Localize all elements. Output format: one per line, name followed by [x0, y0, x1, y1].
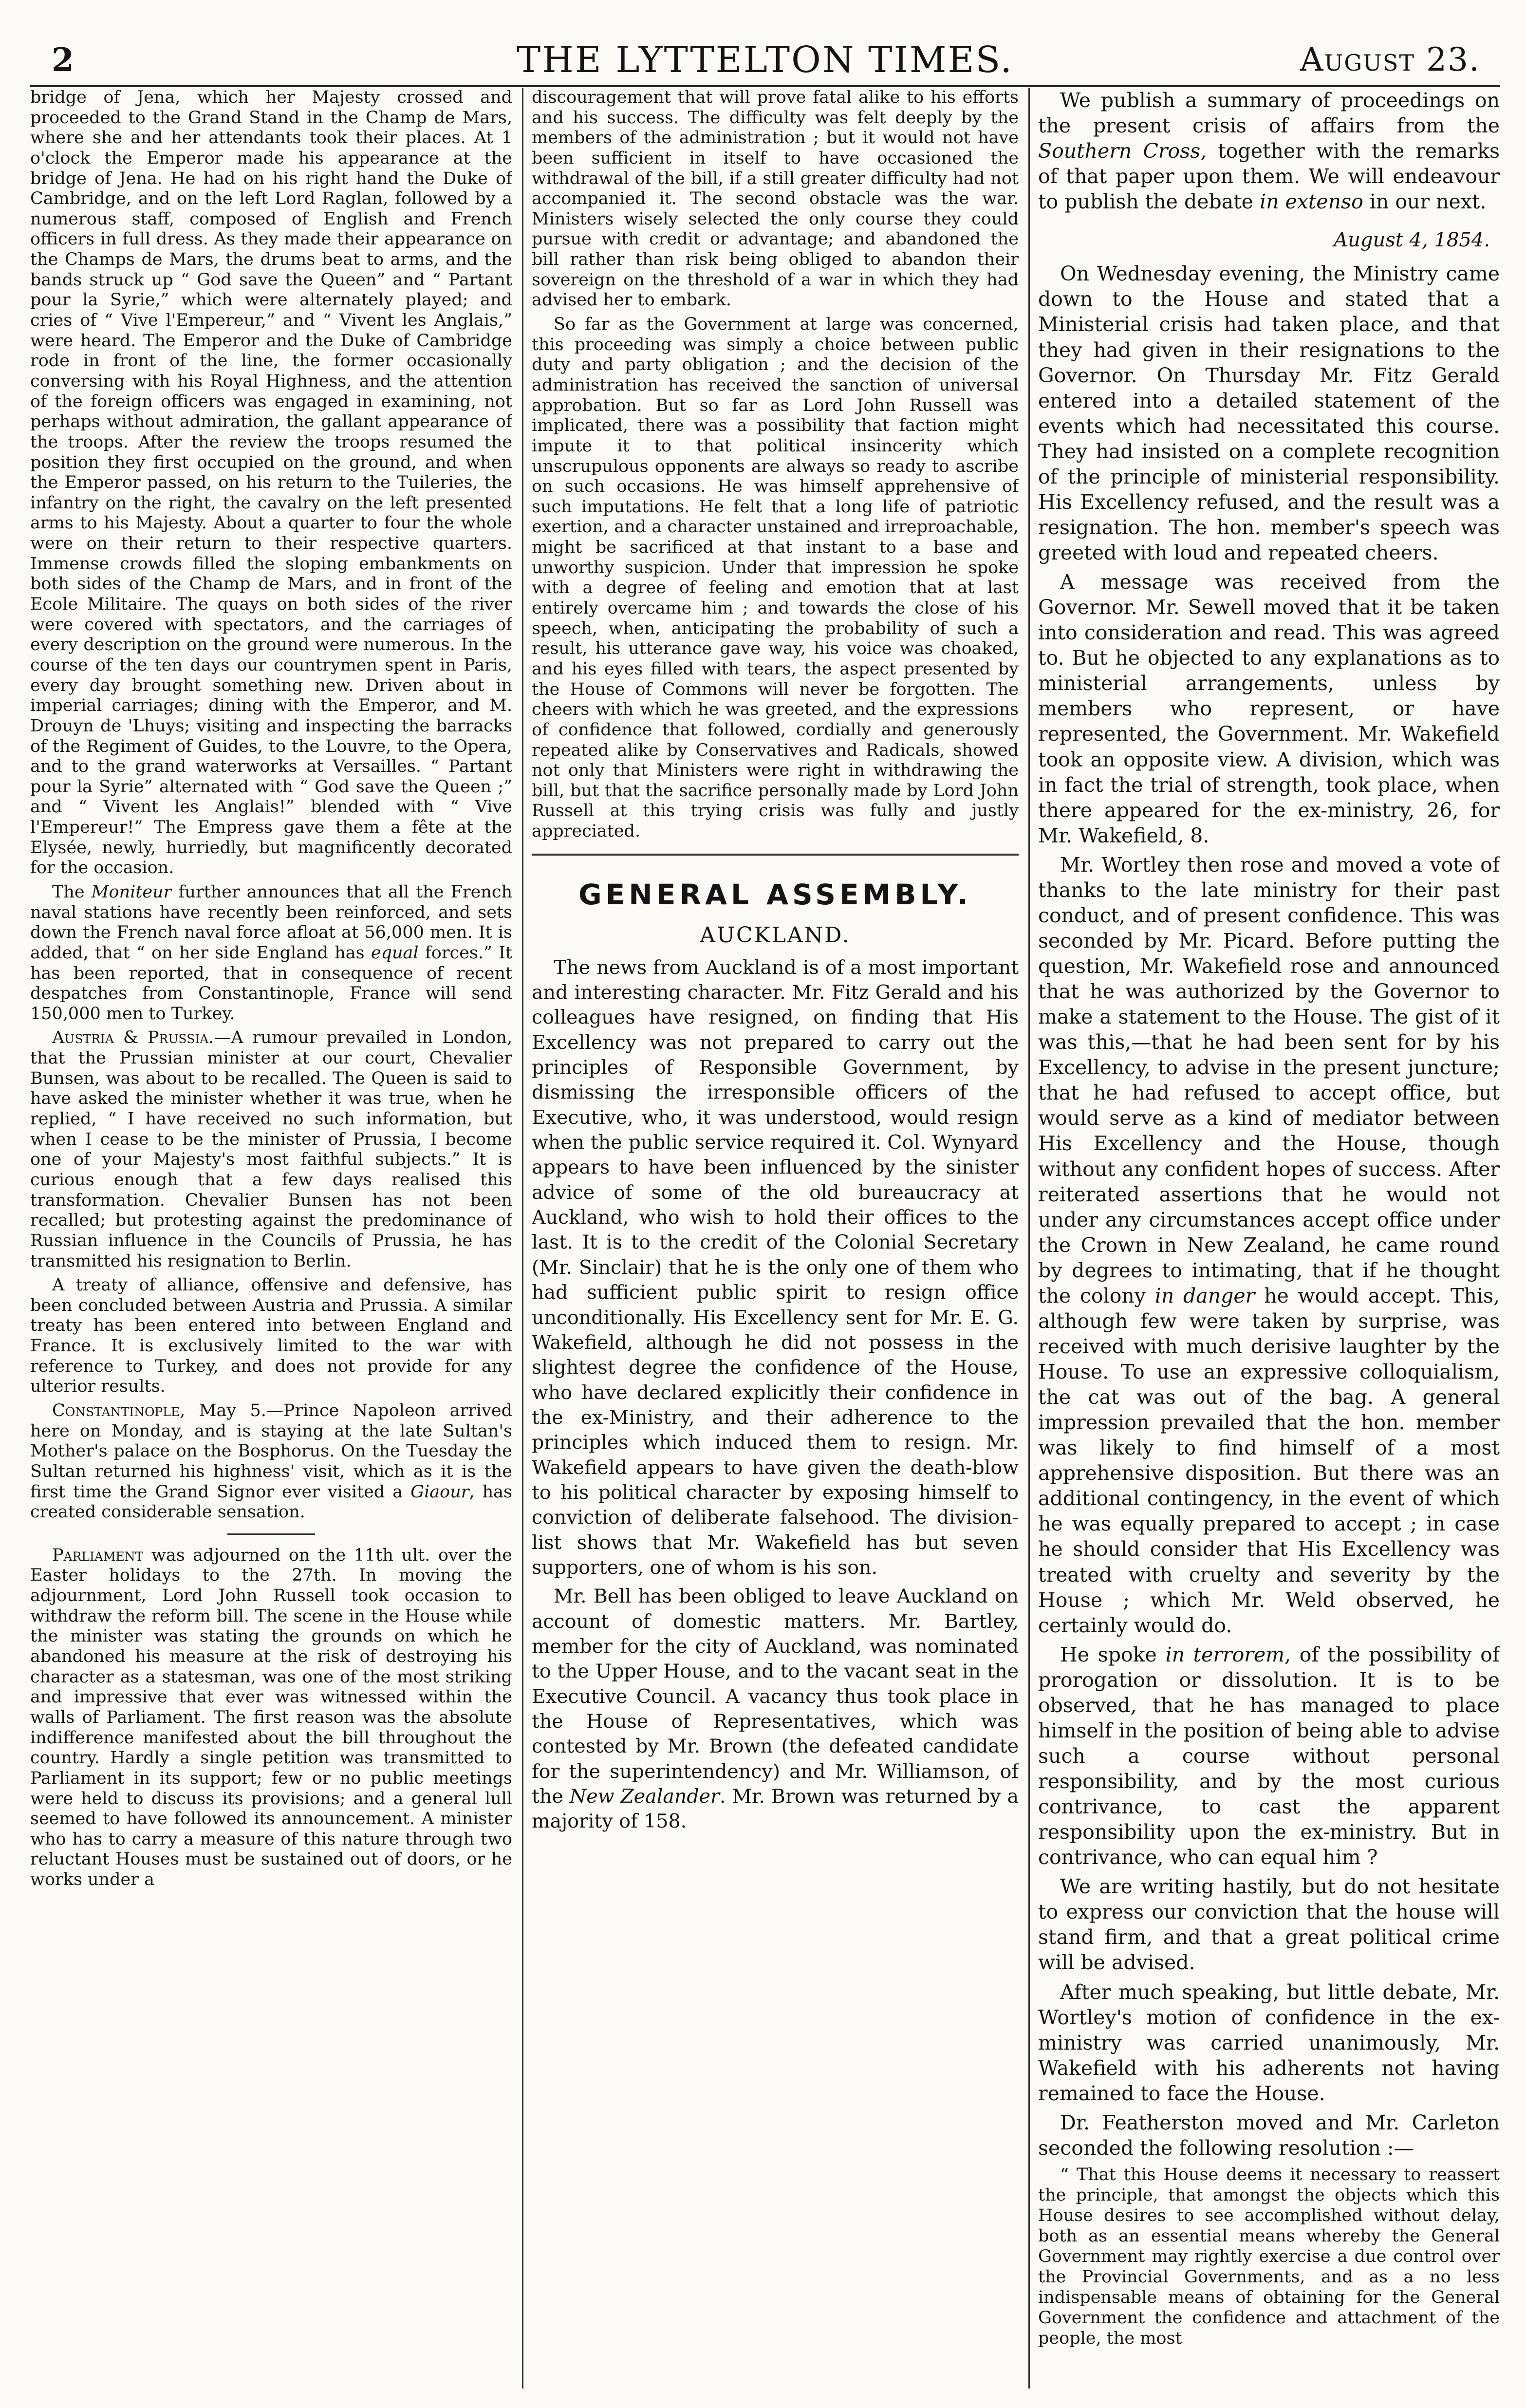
parliament-continued [532, 88, 1019, 842]
paragraph-message: A message was received from the Governor. Mr. Sewell moved that it be taken into consideration and read. This was agreed to. But he objected to any explanations as to ministerial arrangements, unless by members who represent, or have represented, the Government. Mr. Wakefield took an opposite view. A division, which was in fact the trial of strength, took place, when there appeared for the ex-ministry, 26, for Mr. Wakefield, 8. [1038, 570, 1500, 847]
resolution-quote: “ That this House deems it necessary to reassert the principle, that amongst the objects which this House desires to see accomplished without delay, both as an essential means whereby the General Government may rightly exercise a due control over the Provincial Governments, and as a no less indispensable means of obtaining for the General Government the confidence and attachment of the people, the most [1038, 2165, 1500, 2348]
paragraph-constantinople: Constantinople, May 5.—Prince Napoleon arrived here on Monday, and is staying at the late Sultan's Mother's palace on the Bosphorus. On the Tuesday the Sultan returned his highness' visit, which as it is the first time the Grand Signor ever visited a Giaour, has created considerable sensation. [30, 1401, 512, 1522]
paragraph-discouragement: discouragement that will prove fatal alike to his efforts and his success. The difficulty was felt deeply by the members of the administration ; but it would not have been sufficient in itself to have occasioned the withdrawal of the bill, if a still greater difficulty had not accompanied it. The second obstacle was the war. Ministers wisely selected the only course they could pursue with credit or advantage; and abandoned the bill rather than risk being obliged to abandon their sovereign on the threshold of a war in which they had advised her to embark. [532, 88, 1019, 310]
section-separator [227, 1533, 315, 1535]
paragraph-lead: Parliament [52, 1545, 144, 1565]
column-1 [30, 88, 512, 2389]
paragraph-parliament: Parliament was adjourned on the 11th ult. over the Easter holidays to the 27th. In moving the adjournment, Lord John Russell took occasion to withdraw the reform bill. The scene in the House while the minister was stating the grounds on which he abandoned his measure at the risk of destroying his character as a statesman, was one of the most striking and impressive that ever was witnessed within the walls of Parliament. The first reason was the absolute indifference manifested about the bill throughout the country. Hardly a single petition was transmitted to Parliament in its support; few or no public meetings were held to discuss its provisions; and a general lull seemed to have followed its announcement. A minister who has to carry a measure of this nature through two reluctant Houses must be sustained out of doors, or he works under a [30, 1545, 512, 1890]
paragraph-austria-prussia: Austria & Prussia.—A rumour prevailed in London, that the Prussian minister at our court, Chevalier Bunsen, was about to be recalled. The Queen is said to have asked the minister whether it was true, when he replied, “ I have received no such information, but when I cease to be the minister of Prussia, I become one of your Majesty's most faithful subjects.” It is curious enough that a few days realised this transformation. Chevalier Bunsen has not been recalled; but protesting against the predominance of Russian influence in the Councils of Prussia, he has transmitted his resignation to Berlin. [30, 1028, 512, 1271]
column-rule [1028, 88, 1030, 2389]
paragraph-writing-hastily: We are writing hastily, but do not hesitate to express our conviction that the house will stand firm, and that a great political crime will be advised. [1038, 1875, 1500, 1975]
section-heading: GENERAL ASSEMBLY. [578, 877, 972, 911]
paragraph-terrorem: He spoke in terrorem, of the possibility of prorogation or dissolution. It is to be observed, that he has managed to place himself in the position of being able to advise such a course without personal responsibility, and by the most curious contrivance, to cast the apparent responsibility upon the ex-ministry. But in contrivance, who can equal him ? [1038, 1643, 1500, 1869]
article-columns [30, 88, 1500, 2389]
paragraph-government: So far as the Government at large was concerned, this proceeding was simply a choice between public duty and party obligation ; and the decision of the administration has received the sanction of universal approbation. But so far as Lord John Russell was implicated, there was a possibility that faction might impute it to that political insincerity which unscrupulous opponents are always so ready to ascribe on such occasions. He was himself apprehensive of such imputations. He felt that a long life of patriotic exertion, and a character unstained and irreproachable, might be sacrificed at that instant to a base and unworthy suspicion. Under that impression he spoke with a degree of feeling and emotion that at last entirely overcame him ; and towards the close of his speech, when, anticipating the probability of such a result, his utterance gave way, his voice was choaked, and his eyes filled with tears, the aspect presented by the House of Commons will never be forgotten. The cheers with which he was greeted, and the expressions of confidence that followed, cordially and generously repeated alike by Conservatives and Radicals, showed not only that Ministers were right in withdrawing the bill, but that the sacrifice personally made by Lord John Russell at this trying crisis was fully and justly appreciated. [532, 315, 1019, 841]
masthead [30, 30, 1500, 87]
paragraph-summary-note: We publish a summary of proceedings on the present crisis of affairs from the Southern Cross, together with the remarks of that paper upon them. We will endeavour to publish the debate in extenso in our next. [1038, 89, 1500, 214]
newspaper-title: THE LYTTELTON TIMES. [516, 39, 1014, 81]
section-subheading: AUCKLAND. [700, 922, 851, 948]
page-number: 2 [52, 41, 74, 79]
column-rule [522, 88, 523, 2389]
paragraph-review-paris: bridge of Jena, which her Majesty crossed and proceeded to the Grand Stand in the Champ de Mars, where she and her attendants took their places. At 1 o'clock the Emperor made his appearance at the bridge of Jena. He had on his right hand the Duke of Cambridge, and on the left Lord Raglan, followed by a numerous staff, composed of English and French officers in full dress. As they made their appearance on the Champs de Mars, the drums beat to arms, and the bands struck up “ God save the Queen” and “ Partant pour la Syrie,” which were alternately played; and cries of “ Vive l'Empereur,” and “ Vivent les Anglais,” were heard. The Emperor and the Duke of Cambridge rode in front of the line, the former occasionally conversing with his Royal Highness, and the attention of the foreign officers was engaged in examining, not perhaps without admiration, the gallant appearance of the troops. After the review the troops resumed the position they first occupied on the ground, and when the Emperor passed, on his return to the Tuileries, the infantry on the right, the cavalry on the left presented arms to his Majesty. About a quarter to four the whole were on their return to their respective quarters. Immense crowds filled the sloping embankments on both sides of the Champ de Mars, and in front of the Ecole Militaire. The quays on both sides of the river were covered with spectators, and the carriages of every description on the ground were numerous. In the course of the ten days our countrymen spent in Paris, every day brought something new. Driven about in imperial carriages; dining with the Emperor, and M. Drouyn de 'Lhuys; visiting and inspecting the barracks of the Regiment of Guides, to the Louvre, to the Opera, and to the grand waterworks at Versailles. “ Partant pour la Syrie” alternated with “ God save the Queen ;” and “ Vivent les Anglais!” blended with “ Vive l'Empereur!” The Empress gave them a fête at the Elysée, newly, hurriedly, but magnificently decorated for the occasion. [30, 88, 512, 878]
section-divider [532, 854, 1019, 856]
paragraph-mr-bell: Mr. Bell has been obliged to leave Auckland on account of domestic matters. Mr. Bartley, member for the city of Auckland, was nominated to the Upper House, and to the vacant seat in the Executive Council. A vacancy thus took place in the House of Representatives, which was contested by Mr. Brown (the defeated candidate for the superintendency) and Mr. Williamson, of the New Zealander. Mr. Brown was returned by a majority of 158. [532, 1585, 1019, 1833]
paragraph-wortley: Mr. Wortley then rose and moved a vote of thanks to the late ministry for their past conduct, and of present confidence. This was seconded by Mr. Picard. Before putting the question, Mr. Wakefield rose and announced that he was authorized by the Governor to make a statement to the House. The gist of it was this,—that he had been sent for by his Excellency, to advise in the present juncture; that he had refused to accept office, but would serve as a kind of mediator between His Excellency and the House, though without any confident hopes of success. After reiterated assertions that he would not under any circumstances accept office under the Crown in New Zealand, he came round by degrees to intimating, that if he thought the colony in danger he would accept. This, although few were taken by surprise, was received with much derisive laughter by the House. To use an expressive colloquialism, the cat was out of the bag. A general impression prevailed that the hon. member was likely to find himself of a most apprehensive disposition. But there was an additional contingency, in the event of which he was equally prepared to accept ; in case he should consider that His Excellency was treated with cruelty and severity by the House ; which Mr. Weld observed, he certainly would do. [1038, 853, 1500, 1637]
paragraph-after-speaking: After much speaking, but little debate, Mr. Wortley's motion of confidence in the ex-ministry was carried unanimously, Mr. Wakefield with his adherents not having remained to face the House. [1038, 1980, 1500, 2105]
issue-date: August 23. [1300, 41, 1480, 78]
column-3 [1038, 88, 1500, 2389]
paragraph-ministry: On Wednesday evening, the Ministry came down to the House and stated that a Ministerial crisis had taken place, and that they had given in their resignations to the Governor. On Thursday Mr. Fitz Gerald entered into a detailed statement of the events which had necessitated this course. They had insisted on a complete recognition of the principle of ministerial responsibility. His Excellency refused, and the result was a resignation. The hon. member's speech was greeted with loud and repeated cheers. [1038, 262, 1500, 564]
column-2 [532, 88, 1019, 2389]
paragraph-featherston: Dr. Featherston moved and Mr. Carleton seconded the following resolution :— [1038, 2110, 1500, 2160]
paragraph-lead: Austria & Prussia. [52, 1028, 214, 1048]
paragraph-moniteur: The Moniteur further announces that all the French naval stations have recently been reinforced, and sets down the French naval force afloat at 56,000 men. It is added, that “ on her side England has equal forces.” It has been reported, that in consequence of recent despatches from Constantinople, France will send 150,000 men to Turkey. [30, 882, 512, 1024]
auckland-article [532, 955, 1019, 1834]
dateline: August 4, 1854. [1334, 229, 1490, 252]
paragraph-treaty: A treaty of alliance, offensive and defensive, has been concluded between Austria and Prussia. A similar treaty has been entered into between England and France. It is exclusively limited to the war with reference to Turkey, and does not provide for any ulterior results. [30, 1275, 512, 1397]
paragraph-auckland-news: The news from Auckland is of a most important and interesting character. Mr. Fitz Gerald and his colleagues have resigned, on finding that His Excellency was not prepared to carry out the principles of Responsible Government, by dismissing the irresponsible officers of the Executive, who, it was understood, would resign when the public service required it. Col. Wynyard appears to have been influenced by the sinister advice of some of the old bureaucracy at Auckland, who wish to hold their offices to the last. It is to the credit of the Colonial Secretary (Mr. Sinclair) that he is the only one of them who had sufficient public spirit to resign office unconditionally. His Excellency sent for Mr. E. G. Wakefield, although he did not possess in the slightest degree the confidence of the House, who have declared explicitly their confidence in the ex-Ministry, and their adherence to the principles which induced them to resign. Mr. Wakefield appears to have given the death-blow to his political character by exposing himself to conviction of deliberate falsehood. The division-list shows that Mr. Wakefield has but seven supporters, one of whom is his son. [532, 956, 1019, 1579]
paragraph-lead: Constantinople, [52, 1401, 186, 1420]
